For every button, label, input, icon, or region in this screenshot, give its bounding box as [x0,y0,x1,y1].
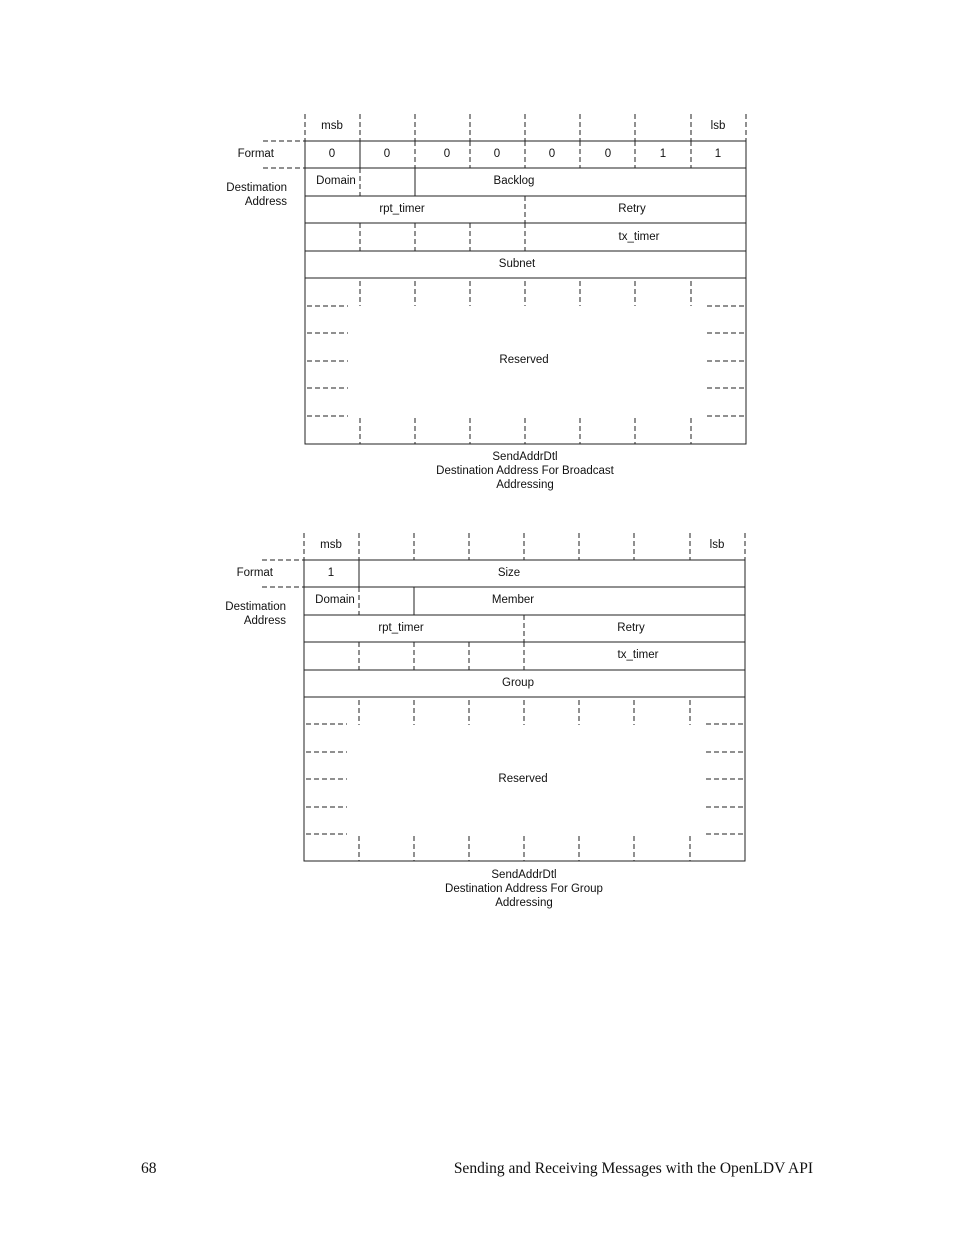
size-field: Size [497,567,521,579]
format-bit-3: 0 [548,148,556,160]
format-bit-5: 0 [443,148,451,160]
rpt-timer-field: rpt_timer [378,622,424,634]
subnet-field: Subnet [498,258,536,270]
format-bit-1: 1 [659,148,667,160]
domain-field: Domain [316,175,356,187]
rpt-timer-field: rpt_timer [379,203,425,215]
domain-field: Domain [315,594,355,606]
format-label: Format [237,148,274,160]
group-caption [374,868,674,910]
format-bit-7: 0 [328,148,336,160]
reserved-field: Reserved [499,354,549,366]
destination-label-line2: Address [243,615,286,627]
caption-line3: Addressing [496,479,554,491]
retry-field: Retry [618,203,646,215]
format-label: Format [236,567,273,579]
group-field: Group [502,677,534,689]
destination-label-line1: Destimation [225,601,286,613]
destination-label-line1: Destimation [226,182,287,194]
page-number: 68 [141,1160,157,1177]
format-bit-0: 1 [714,148,722,160]
backlog-field: Backlog [493,175,535,187]
lsb-label: lsb [709,539,725,551]
format-bit: 1 [327,567,335,579]
retry-field: Retry [617,622,645,634]
format-bit-4: 0 [493,148,501,160]
caption-line2: Destination Address For Group [445,883,603,895]
tx-timer-field: tx_timer [618,231,660,243]
reserved-field: Reserved [498,773,548,785]
lsb-label: lsb [710,120,726,132]
destination-label-line2: Address [244,196,287,208]
format-bit-6: 0 [383,148,391,160]
tx-timer-field: tx_timer [617,649,659,661]
msb-label: msb [321,120,343,132]
msb-label: msb [320,539,342,551]
caption-line1: SendAddrDtl [491,869,557,881]
caption-line3: Addressing [495,897,553,909]
footer-section-title: Sending and Receiving Messages with the OpenLDV API [453,1160,813,1177]
caption-line1: SendAddrDtl [492,451,558,463]
member-field: Member [491,594,535,606]
caption-line2: Destination Address For Broadcast [436,465,614,477]
format-bit-2: 0 [604,148,612,160]
